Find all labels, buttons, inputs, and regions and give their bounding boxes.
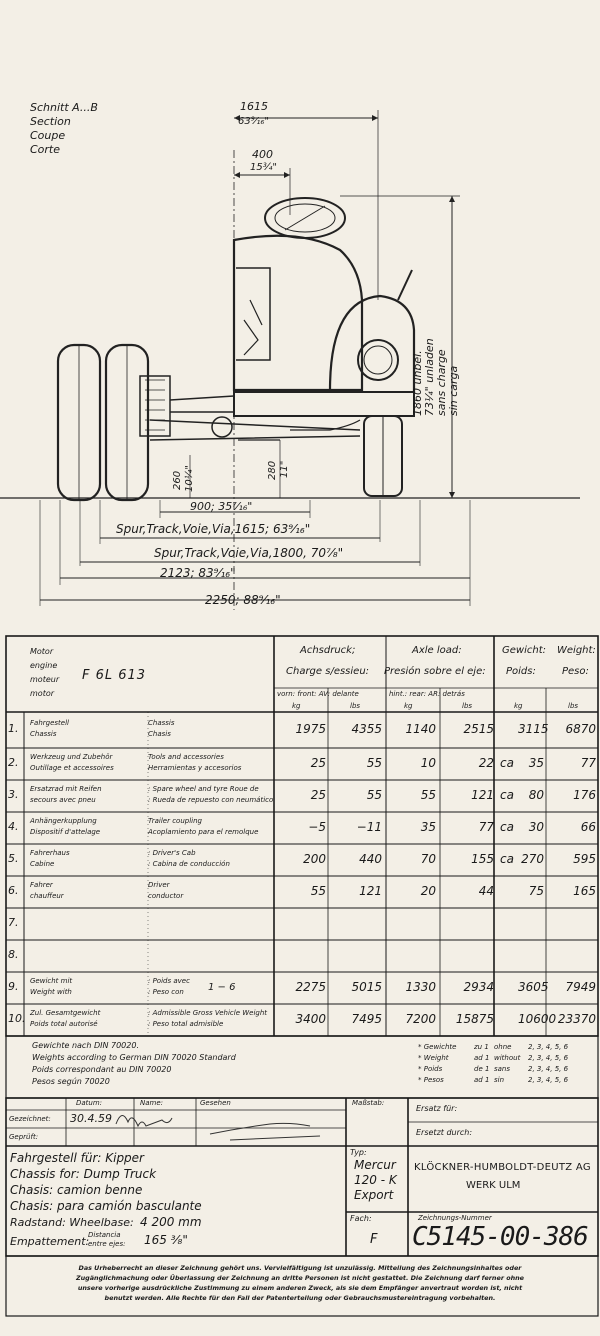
- table-cell-value: 55: [366, 788, 382, 802]
- dim-1860-es: sin carga: [447, 365, 460, 416]
- dim-280-in: 11": [279, 460, 290, 478]
- engine-type: F 6L 613: [82, 668, 147, 683]
- hdr-peso: Peso:: [562, 666, 589, 677]
- table-cell-value: 80: [528, 788, 544, 802]
- row-label-en2: conductor: [148, 892, 184, 900]
- unit-kg-front: kg: [292, 702, 301, 710]
- table-cell-value: 121: [471, 788, 494, 802]
- motor-label: Motor: [30, 647, 54, 656]
- table-cell-value: 6870: [565, 722, 596, 736]
- table-cell-value: ca: [500, 788, 514, 802]
- dim-track-1800: Spur,Track,Voie,Via,1800, 70⁷⁄₈": [154, 546, 344, 560]
- tb-drawing-no-label: Zeichnungs-Nummer: [418, 1214, 492, 1222]
- copyright-line: Das Urheberrecht an dieser Zeichnung gehört uns. Vervielfältigung ist unzulässig. Mitteilung des Zeichnungsinhaltes oder: [78, 1264, 522, 1272]
- section-line: Corte: [30, 143, 61, 156]
- hdr-achsdruck: Achsdruck;: [300, 645, 356, 656]
- table-cell-value: 55: [310, 884, 326, 898]
- tb-gezeichnet: Gezeichnet:: [9, 1115, 51, 1123]
- table-cell-value: 70: [420, 852, 436, 866]
- dim-260-in: 10¼": [184, 464, 195, 492]
- table-cell-value: 2515: [463, 722, 494, 736]
- table-cell-value: 23370: [557, 1012, 596, 1026]
- table-cell-value: ca: [500, 852, 514, 866]
- table-cell-value: ca: [500, 820, 514, 834]
- copyright-line: Zugänglichmachung oder Überlassung der Zeichnung an dritte Personen ist nicht gestattet. Die Zeichnung darf ferner ohne: [75, 1274, 525, 1282]
- tb-company: KLÖCKNER-HUMBOLDT-DEUTZ AG: [414, 1162, 591, 1173]
- table-cell-value: 1140: [405, 722, 436, 736]
- row-number: 6.: [8, 884, 19, 897]
- row-label-en2: : Rueda de repuesto con neumático: [148, 796, 274, 804]
- tb-geprueft: Geprüft:: [9, 1133, 39, 1141]
- tb-empattement: Empattement:: [10, 1235, 90, 1248]
- row-number: 7.: [8, 916, 19, 929]
- row-label-de2: secours avec pneu: [30, 796, 96, 804]
- row-label-en: : Poids avec: [148, 977, 190, 985]
- row-label-en: Chassis: [148, 719, 175, 727]
- din-notes: [32, 1040, 236, 1088]
- table-cell-value: 77: [478, 820, 494, 834]
- table-cell-value: 3605: [518, 980, 549, 994]
- row-label-de: Gewicht mit: [30, 977, 73, 985]
- hdr-weight: Weight:: [557, 645, 596, 656]
- row-label-en2: : Cabina de conducción: [148, 860, 230, 868]
- row-number: 1.: [8, 722, 19, 735]
- table-cell-value: 35: [528, 756, 544, 770]
- dim-1860-fr: sans charge: [435, 349, 448, 416]
- unit-kg-total: kg: [514, 702, 523, 710]
- table-cell-value: 200: [303, 852, 326, 866]
- table-cell-value: 30: [528, 820, 544, 834]
- row-label-de2: Cabine: [30, 860, 55, 868]
- row-label-de: Anhängerkupplung: [30, 817, 97, 825]
- row-label-de: Werkzeug und Zubehör: [30, 753, 113, 761]
- hdr-presion: Presión sobre el eje:: [384, 666, 486, 677]
- section-line: Coupe: [30, 129, 66, 142]
- unit-lbs-rear: lbs: [462, 702, 473, 710]
- table-cell-value: 20: [420, 884, 436, 898]
- table-cell-value: 66: [580, 820, 596, 834]
- table-cell-value: −11: [356, 820, 382, 834]
- table-cell-value: 595: [573, 852, 596, 866]
- table-cell-value: 7495: [351, 1012, 382, 1026]
- table-cell-value: 2275: [295, 980, 326, 994]
- footnote-row: * Pesos ad 1 sin 2, 3, 4, 5, 6: [418, 1076, 569, 1084]
- motor-label: moteur: [30, 675, 60, 684]
- tb-wheelbase-in: 165 ³⁄₈": [144, 1233, 188, 1247]
- chassis-line: Chassis for: Dump Truck: [10, 1167, 157, 1181]
- row-number: 8.: [8, 948, 19, 961]
- hdr-poids: Poids:: [506, 666, 536, 677]
- table-cell-value: 1975: [295, 722, 326, 736]
- tb-works: WERK ULM: [466, 1180, 521, 1191]
- copyright-line: unsere vorherige ausdrückliche Zustimmung zu einem anderen Zweck, als sie dem Empfänger anvertraut worden ist, nicht: [77, 1284, 523, 1292]
- table-cell-value: 155: [471, 852, 494, 866]
- table-cell-value: 15875: [455, 1012, 494, 1026]
- table-cell-value: 121: [359, 884, 382, 898]
- table-cell-value: 165: [573, 884, 596, 898]
- tb-ersatz-fuer: Ersatz für:: [416, 1104, 458, 1113]
- tb-gesehen: Gesehen: [200, 1099, 231, 1107]
- hdr-front: vorn: front: AV: delante: [277, 690, 359, 698]
- tb-distancia: Distancia entre ejes:: [88, 1231, 126, 1248]
- row-label-en: Tools and accessories: [148, 753, 224, 761]
- row-label-de2: Poids total autorisé: [30, 1020, 98, 1028]
- row-number: 5.: [8, 852, 19, 865]
- table-cell-value: 270: [521, 852, 544, 866]
- table-cell-value: 55: [420, 788, 436, 802]
- hdr-rear: hint.: rear: AR: detrás: [389, 690, 465, 698]
- row-number: 9.: [8, 980, 19, 993]
- table-cell-value: 22: [478, 756, 494, 770]
- motor-label: motor: [30, 689, 55, 698]
- table-cell-value: 440: [359, 852, 382, 866]
- table-cell-value: 4355: [351, 722, 382, 736]
- table-cell-value: 2934: [463, 980, 494, 994]
- chassis-line: Chasis: para camión basculante: [10, 1199, 202, 1213]
- row-label-de: Ersatzrad mit Reifen: [30, 785, 102, 793]
- chassis-line: Fahrgestell für: Kipper: [10, 1151, 144, 1165]
- row-label-de: Fahrgestell: [30, 719, 69, 727]
- weight-footnotes: [418, 1042, 568, 1086]
- tb-ersetzt-durch: Ersetzt durch:: [416, 1128, 473, 1137]
- row-label-de2: chauffeur: [30, 892, 64, 900]
- din-note: Poids correspondant au DIN 70020: [32, 1065, 172, 1074]
- tb-datum: Datum:: [76, 1099, 103, 1107]
- table-cell-value: 44: [478, 884, 494, 898]
- unit-lbs-total: lbs: [568, 702, 579, 710]
- table-cell-value: 25: [310, 788, 326, 802]
- dim-1615-in: 63⁹⁄₁₆": [238, 116, 270, 127]
- table-cell-value: 75: [528, 884, 544, 898]
- row-label-de2: Outillage et accessoires: [30, 764, 114, 772]
- row-label-en: Driver: [148, 881, 170, 889]
- copyright-notice: [10, 1263, 590, 1303]
- table-cell-value: ca: [500, 756, 514, 770]
- row-label-de2: Chassis: [30, 730, 57, 738]
- row-label-en: : Driver's Cab: [148, 849, 196, 857]
- unit-lbs-front: lbs: [350, 702, 361, 710]
- row-number: 10.: [8, 1012, 26, 1025]
- tb-fach: Fach:: [350, 1214, 372, 1223]
- dim-1615: 1615: [240, 100, 268, 113]
- din-note: Gewichte nach DIN 70020.: [32, 1041, 139, 1050]
- table-cell-value: 5015: [351, 980, 382, 994]
- row-label-de: Fahrer: [30, 881, 53, 889]
- dim-2250: 2250; 88⁹⁄₁₆": [205, 593, 281, 607]
- table-cell-value: 77: [580, 756, 596, 770]
- tb-type-lines: [354, 1158, 397, 1203]
- tb-fach-value: F: [370, 1232, 378, 1247]
- row-label-en: Trailer coupling: [148, 817, 202, 825]
- chassis-line: Chasis: camion benne: [10, 1183, 143, 1197]
- type-line: Export: [354, 1188, 394, 1202]
- row-label-en: : Spare wheel and tyre Roue de: [148, 785, 259, 793]
- row-number: 4.: [8, 820, 19, 833]
- table-cell-value: 3115: [518, 722, 549, 736]
- row-label-de2: Dispositif d'attelage: [30, 828, 101, 836]
- tb-wheelbase: 4 200 mm: [140, 1215, 202, 1229]
- section-line: Schnitt A...B: [30, 101, 98, 114]
- table-cell-value: 3400: [295, 1012, 326, 1026]
- dim-400: 400: [252, 148, 273, 161]
- table-cell-value: 10: [420, 756, 436, 770]
- dim-2123: 2123; 83⁹⁄₁₆": [160, 566, 236, 580]
- table-cell-value: 176: [573, 788, 596, 802]
- footnote-row: * Poids de 1 sans 2, 3, 4, 5, 6: [418, 1065, 569, 1073]
- row-label-en: : Admissible Gross Vehicle Weight: [148, 1009, 268, 1017]
- footnote-row: * Weight ad 1 without 2, 3, 4, 5, 6: [418, 1054, 569, 1062]
- tb-drawing-number: C5145-00-386: [412, 1222, 588, 1252]
- row-label-de: Fahrerhaus: [30, 849, 70, 857]
- row-label-en2: Herramientas y accesorios: [148, 764, 242, 772]
- hdr-charge: Charge s/essieu:: [286, 666, 370, 677]
- hdr-axle-load: Axle load:: [412, 645, 462, 656]
- dim-900: 900; 35⁷⁄₁₆": [190, 500, 253, 513]
- tb-date-value: 30.4.59: [70, 1112, 112, 1125]
- row-number: 3.: [8, 788, 19, 801]
- tb-massstab: Maßstab:: [352, 1099, 385, 1107]
- section-line: Section: [30, 115, 71, 128]
- table-cell-value: 7949: [565, 980, 596, 994]
- din-note: Weights according to German DIN 70020 Standard: [32, 1053, 236, 1062]
- table-cell-value: 10600: [518, 1012, 557, 1026]
- table-cell-value: 55: [366, 756, 382, 770]
- dim-track-1615: Spur,Track,Voie,Via,1615; 63⁹⁄₁₆": [116, 522, 311, 536]
- row-label-en2: : Peso total admisible: [148, 1020, 224, 1028]
- row9-range: 1 − 6: [208, 982, 236, 993]
- row-label-de2: Weight with: [30, 988, 72, 996]
- unit-kg-rear: kg: [404, 702, 413, 710]
- dim-260: 260: [172, 470, 183, 490]
- table-cell-value: 25: [310, 756, 326, 770]
- row-label-de: Zul. Gesamtgewicht: [30, 1009, 101, 1017]
- row-label-en2: Chasis: [148, 730, 171, 738]
- tb-chassis-for: [10, 1150, 202, 1214]
- type-line: 120 - K: [354, 1173, 397, 1187]
- motor-label: engine: [30, 661, 58, 670]
- tb-name: Name:: [140, 1099, 164, 1107]
- footnote-row: * Gewichte zu 1 ohne 2, 3, 4, 5, 6: [418, 1043, 569, 1051]
- type-line: Mercur: [354, 1158, 396, 1172]
- din-note: Pesos según 70020: [32, 1077, 110, 1086]
- row-number: 2.: [8, 756, 19, 769]
- tb-typ: Typ:: [350, 1148, 367, 1157]
- table-cell-value: 7200: [405, 1012, 436, 1026]
- dim-1860: 1860 unbel.: [411, 350, 424, 416]
- dim-280: 280: [267, 460, 278, 480]
- copyright-line: benutzt werden. Alle Rechte für den Fall der Patenterteilung oder Gebrauchsmustereintragung vorbehalten.: [104, 1294, 496, 1302]
- row-label-en2: Acoplamiento para el remolque: [148, 828, 259, 836]
- dim-1860-in: 73¼" unladen: [423, 338, 436, 416]
- row-label-en2: : Peso con: [148, 988, 184, 996]
- hdr-gewicht: Gewicht:: [502, 645, 546, 656]
- table-cell-value: 1330: [405, 980, 436, 994]
- motor-labels: [30, 645, 59, 701]
- dim-400-in: 15¾": [250, 162, 278, 173]
- table-cell-value: 35: [420, 820, 436, 834]
- tb-radstand: Radstand: Wheelbase:: [10, 1216, 134, 1229]
- table-cell-value: −5: [308, 820, 326, 834]
